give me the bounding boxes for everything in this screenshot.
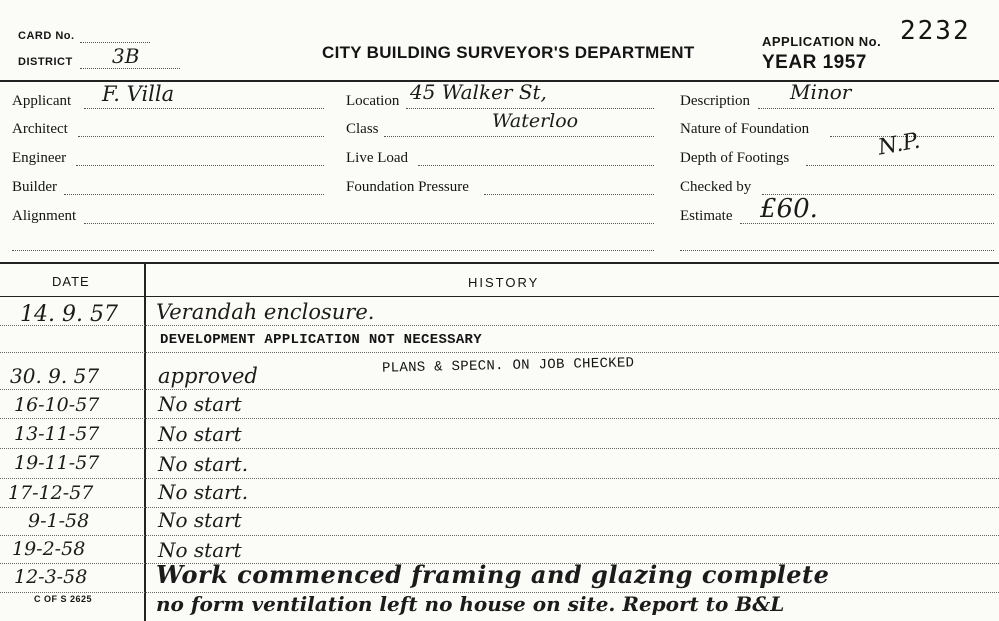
history-entry: No start: [158, 422, 242, 446]
development-stamp: DEVELOPMENT APPLICATION NOT NECESSARY: [160, 332, 482, 348]
year-label: YEAR 1957: [762, 52, 867, 73]
history-column-header: HISTORY: [468, 275, 540, 290]
history-date: 30. 9. 57: [10, 364, 100, 388]
builder-line: [64, 194, 324, 195]
live-load-label: Live Load: [346, 150, 409, 166]
description-label: Description: [680, 93, 750, 109]
engineer-line: [76, 165, 324, 166]
live-load-line: [418, 165, 654, 166]
history-date: 17-12-57: [8, 482, 94, 504]
application-number: 2232: [900, 16, 971, 46]
table-top-rule: [0, 262, 999, 264]
history-date: 9-1-58: [28, 510, 90, 532]
row-line: [0, 535, 999, 536]
architect-label: Architect: [12, 121, 68, 137]
depth-of-footings-line: [806, 165, 994, 166]
history-entry: approved: [158, 364, 258, 388]
district-value: 3B: [112, 44, 140, 68]
history-entry: No start.: [158, 452, 249, 476]
blank-line-right: [680, 250, 994, 251]
row-line: [0, 389, 999, 390]
row-line: [0, 448, 999, 449]
history-date: 19-2-58: [12, 538, 86, 560]
history-date: 19-11-57: [14, 452, 100, 474]
history-entry: No start: [158, 392, 242, 416]
department-title: CITY BUILDING SURVEYOR'S DEPARTMENT: [322, 43, 695, 62]
applicant-value: F. Villa: [102, 82, 175, 106]
history-date: 12-3-58: [14, 566, 88, 588]
depth-of-footings-value: N.P.: [876, 128, 923, 161]
history-date: 16-10-57: [14, 394, 100, 416]
alignment-label: Alignment: [12, 208, 77, 224]
history-entry: No start: [158, 508, 242, 532]
history-entry: Verandah enclosure.: [156, 300, 375, 324]
history-date: 14. 9. 57: [20, 302, 118, 327]
row-line: [0, 507, 999, 508]
depth-of-footings-label: Depth of Footings: [680, 150, 790, 166]
plans-checked-stamp: PLANS & SPECN. ON JOB CHECKED: [381, 355, 635, 377]
history-entry: Work commenced framing and glazing complete: [156, 560, 830, 589]
date-column-header: DATE: [52, 274, 90, 289]
foundation-pressure-line: [484, 194, 654, 195]
description-line: [758, 108, 994, 109]
builder-label: Builder: [12, 179, 57, 195]
class-value: Waterloo: [492, 110, 579, 132]
applicant-label: Applicant: [12, 93, 72, 109]
engineer-label: Engineer: [12, 150, 67, 166]
checked-by-label: Checked by: [680, 179, 752, 195]
foundation-pressure-label: Foundation Pressure: [346, 179, 469, 195]
location-label: Location: [346, 93, 400, 109]
class-line: [384, 136, 654, 137]
description-value: Minor: [790, 80, 852, 104]
application-label: APPLICATION No.: [762, 34, 882, 49]
alignment-line: [84, 223, 654, 224]
nature-of-foundation-label: Nature of Foundation: [680, 121, 810, 137]
card-no-line: [80, 42, 150, 43]
applicant-line: [84, 108, 324, 109]
table-column-divider: [144, 262, 146, 621]
location-line: [406, 108, 654, 109]
history-date: 13-11-57: [14, 423, 100, 445]
blank-line: [12, 250, 654, 251]
row-line: [0, 325, 999, 326]
row-line: [0, 352, 999, 353]
form-code: C OF S 2625: [34, 594, 93, 604]
district-line: [80, 68, 180, 69]
district-label: DISTRICT: [18, 56, 73, 68]
history-entry: no form ventilation left no house on site. Report to B&L: [156, 592, 785, 616]
card-no-label: CARD No.: [18, 30, 75, 42]
estimate-label: Estimate: [680, 208, 733, 224]
history-entry: No start: [158, 538, 242, 562]
row-line: [0, 478, 999, 479]
estimate-value: £60.: [760, 194, 818, 224]
row-line: [0, 418, 999, 419]
location-value: 45 Walker St,: [410, 80, 547, 104]
history-entry: No start.: [158, 480, 249, 504]
table-header-rule: [0, 296, 999, 297]
architect-line: [78, 136, 324, 137]
class-label: Class: [346, 121, 379, 137]
